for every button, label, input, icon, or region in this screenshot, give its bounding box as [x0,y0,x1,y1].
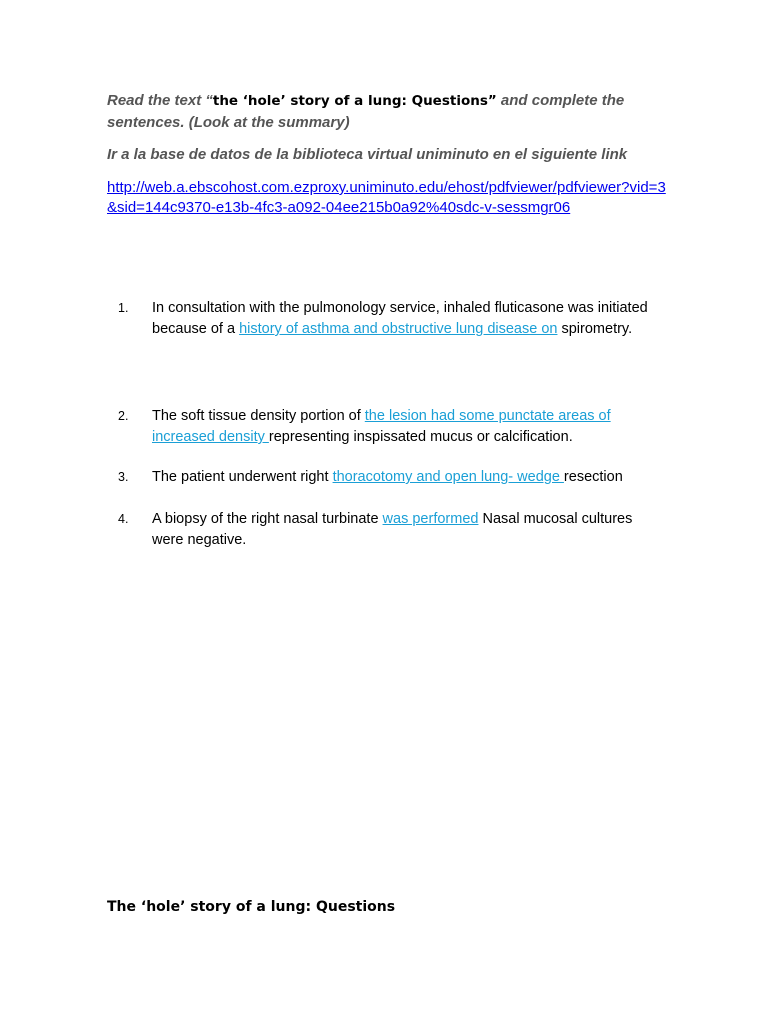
question-number: 4. [118,512,129,526]
question-answer[interactable]: the lesion had some punctate areas of increased density [152,408,611,445]
question-after: spirometry. [557,321,633,337]
question-before: The soft tissue density portion of [152,408,365,424]
section-heading: The ‘hole’ story of a lung: Questions [107,899,396,915]
question-number: 1. [118,301,129,315]
question-number: 2. [118,409,129,423]
instruction-line-1 [107,90,667,133]
question-text [152,467,658,488]
instruction-prefix: Read the text “ [107,92,213,109]
question-text [152,509,658,551]
question-before: In consultation with the pulmonology service, inhaled fluticasone was initiated because of a [152,300,648,337]
question-before: The patient underwent right [152,469,333,485]
instruction-suffix: and complete the sentences. (Look at the summary) [107,92,625,131]
question-text [152,298,658,340]
question-text [152,406,658,448]
question-after: resection [563,469,623,485]
question-after: representing inspissated mucus or calcification. [268,429,573,445]
question-answer[interactable]: thoracotomy and open lung- wedge [332,469,564,485]
question-answer[interactable]: was performed [382,511,479,527]
question-answer[interactable]: history of asthma and obstructive lung disease on [239,321,558,337]
instruction-line-2: Ir a la base de datos de la biblioteca virtual uniminuto en el siguiente link [107,146,628,163]
ebsco-link[interactable]: http://web.a.ebscohost.com.ezproxy.uniminuto.edu/ehost/pdfviewer/pdfviewer?vid=3&sid=144c9370-e13b-4fc3-a092-04ee215b0a92%40sdc-v-sessmgr06 [107,179,666,216]
question-number: 3. [118,470,129,484]
question-before: A biopsy of the right nasal turbinate [152,511,383,527]
question-after: Nasal mucosal cultures were negative. [152,511,633,548]
instruction-reading-title: the ‘hole’ story of a lung: Questions” [212,93,497,109]
